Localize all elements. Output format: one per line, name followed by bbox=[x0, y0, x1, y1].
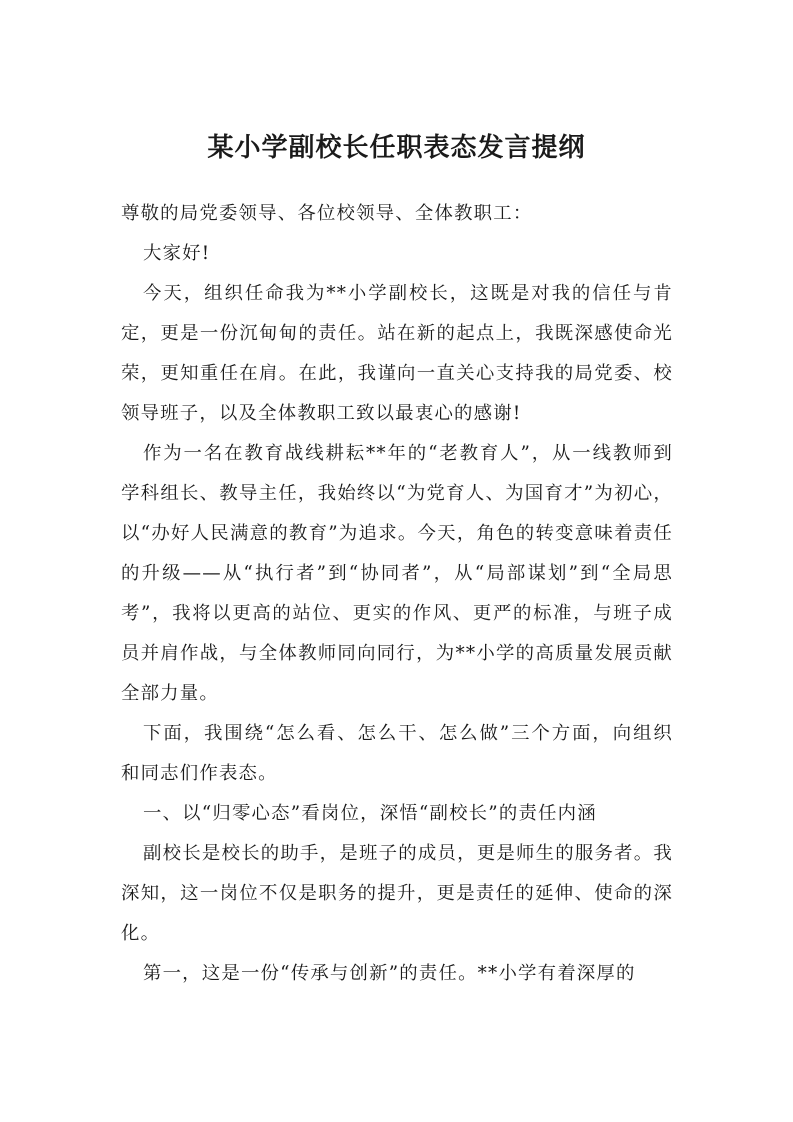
body-paragraph: 第一，这是一份“传承与创新”的责任。**小学有着深厚的 bbox=[143, 963, 636, 984]
body-paragraph: 今天，组织任命我为**小学副校长，这既是对我的信任与肯定，更是一份沉甸甸的责任。站在新的起点上，我既深感使命光荣，更知重任在肩。在此，我谨向一直关心支持我的局党委、校领导班子，以及全体教职工致以最衷心的感谢! bbox=[121, 283, 673, 424]
body-paragraph: 作为一名在教育战线耕耘**年的“老教育人”，从一线教师到学科组长、教导主任，我始终以“为党育人、为国育才”为初心，以“办好人民满意的教育”为追求。今天，角色的转变意味着责任的升级——从“执行者”到“协同者”，从“局部谋划”到“全局思考”，我将以更高的站位、更实的作风、更严的标准，与班子成员并肩作战，与全体教师同向同行，为**小学的高质量发展贡献全部力量。 bbox=[121, 443, 673, 704]
greeting-paragraph: 大家好! bbox=[143, 243, 211, 264]
section-heading: 一、以“归零心态”看岗位，深悟“副校长”的责任内涵 bbox=[143, 803, 597, 824]
body-paragraph: 副校长是校长的助手，是班子的成员，更是师生的服务者。我深知，这一岗位不仅是职务的提升，更是责任的延伸、使命的深化。 bbox=[121, 843, 673, 944]
salutation-paragraph: 尊敬的局党委领导、各位校领导、全体教职工： bbox=[121, 203, 533, 224]
document-body bbox=[121, 194, 673, 994]
body-paragraph: 下面，我围绕“怎么看、怎么干、怎么做”三个方面，向组织和同志们作表态。 bbox=[121, 723, 673, 784]
document-title: 某小学副校长任职表态发言提纲 bbox=[207, 133, 586, 163]
